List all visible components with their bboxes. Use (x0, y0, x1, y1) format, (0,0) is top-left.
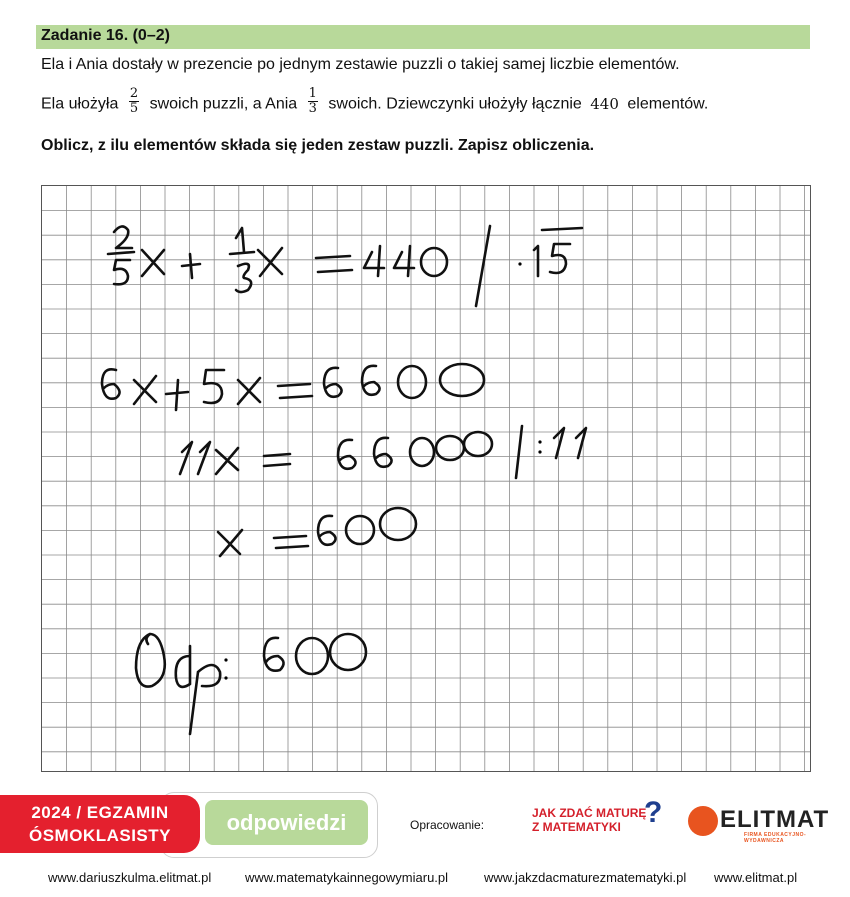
answer-grid (41, 185, 811, 772)
total-elements: 440 (590, 94, 619, 113)
question-mark-icon: ? (644, 796, 663, 829)
fraction-numerator: 1 (308, 86, 317, 101)
footer-link[interactable]: www.jakzdacmaturezmatematyki.pl (484, 870, 687, 885)
footer-link[interactable]: www.elitmat.pl (714, 870, 798, 885)
fraction-numerator: 2 (129, 86, 139, 101)
task-title: Zadanie 16. (0–2) (41, 27, 170, 44)
text-part: swoich. Dziewczynki ułożyły łącznie (328, 95, 582, 113)
exam-badge (0, 795, 200, 853)
handwritten-solution (42, 186, 810, 771)
fraction-denominator: 5 (129, 101, 139, 116)
text-part: Ela ułożyła (41, 95, 119, 113)
footer-link[interactable]: www.dariuszkulma.elitmat.pl (48, 870, 212, 885)
badge-line1: 2024 / EGZAMIN (31, 803, 169, 822)
solution-line-4 (218, 508, 416, 556)
footer-link[interactable]: www.matematykainnegowymiaru.pl (245, 870, 449, 885)
task-text-line2 (41, 86, 709, 119)
solution-line-2 (102, 364, 484, 410)
solution-line-1 (108, 226, 582, 306)
fraction-denominator: 3 (308, 101, 317, 116)
logo2-subtitle: FIRMA EDUKACYJNO-WYDAWNICZA (744, 832, 807, 844)
task-instruction: Oblicz, z ilu elementów składa się jeden zestaw puzzli. Zapisz obliczenia. (41, 137, 595, 154)
fraction-two-fifths (129, 87, 139, 116)
prepared-by-label: Opracowanie: (410, 818, 485, 832)
elitmat-logo (688, 806, 830, 844)
text-part: swoich puzzli, a Ania (149, 95, 298, 113)
text-part: elementów. (627, 95, 709, 113)
badge-line2: ÓSMOKLASISTY (28, 826, 171, 845)
fraction-one-third (308, 87, 318, 116)
answers-label: odpowiedzi (205, 800, 368, 845)
solution-answer (136, 634, 366, 734)
logo1-line1: JAK ZDAĆ MATURĘ (532, 806, 647, 820)
task-text-line1: Ela i Ania dostały w prezencie po jednym zestawie puzzli o takiej samej liczbie elementów. (41, 56, 680, 73)
logo1-line2: Z MATEMATYKI (532, 820, 621, 834)
elitmat-mark-icon (688, 806, 718, 836)
solution-line-3 (180, 426, 586, 478)
jakzdac-logo (532, 796, 663, 842)
logo2-word: ELITMAT (720, 806, 830, 833)
